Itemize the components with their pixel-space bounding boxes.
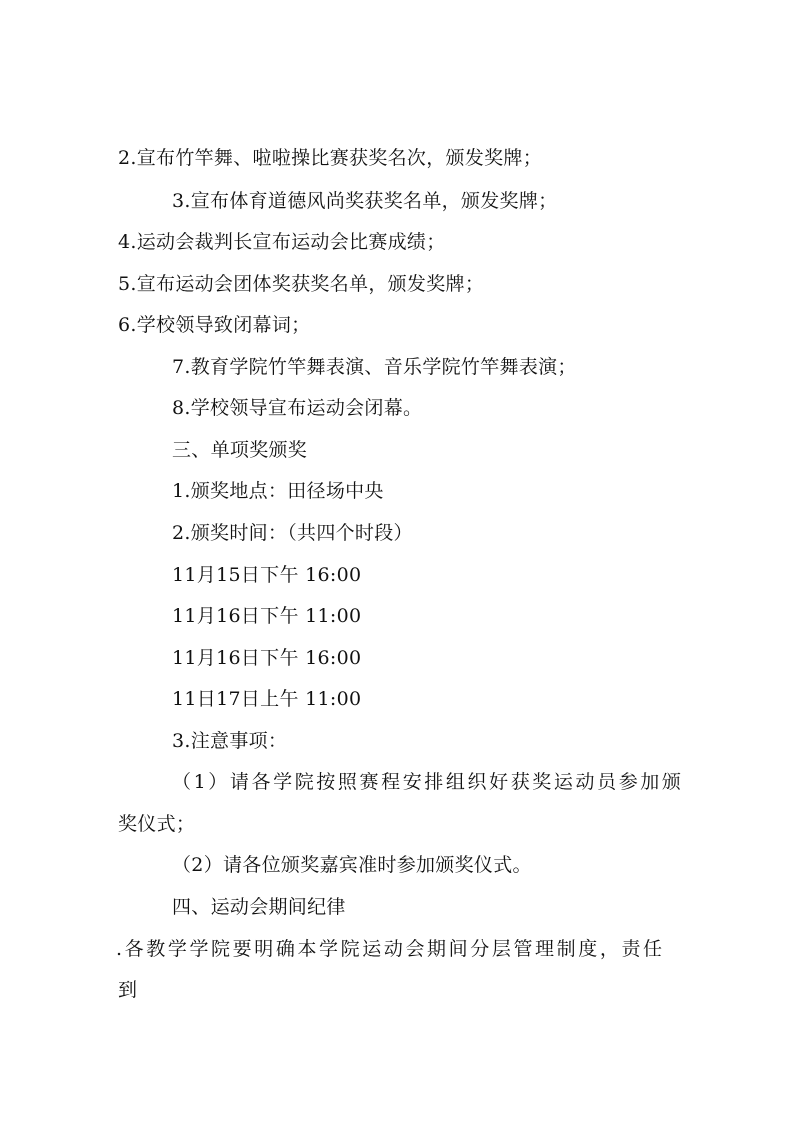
notes-heading: 3.注意事项：	[172, 730, 288, 752]
award-item-8: 8.学校领导宣布运动会闭幕。	[172, 397, 423, 419]
time-slot: 11月16日下午 11:00	[172, 605, 362, 627]
note-item-1-continued: 奖仪式；	[118, 813, 196, 835]
time-slot: 11月15日下午 16:00	[172, 564, 362, 586]
award-item-7: 7.教育学院竹竿舞表演、音乐学院竹竿舞表演；	[172, 356, 577, 378]
award-item-3: 3.宣布体育道德风尚奖获奖名单，颁发奖牌；	[172, 190, 558, 212]
award-item-6: 6.学校领导致闭幕词；	[118, 314, 311, 336]
note-item-2: （2）请各位颁奖嘉宾准时参加颁奖仪式。	[172, 854, 532, 876]
time-slot: 11日17日上午 11:00	[172, 688, 362, 710]
award-item-2: 2.宣布竹竿舞、啦啦操比赛获奖名次，颁发奖牌；	[118, 147, 543, 169]
award-item-4: 4.运动会裁判长宣布运动会比赛成绩；	[118, 231, 446, 253]
time-slot: 11月16日下午 16:00	[172, 647, 362, 669]
award-item-5: 5.宣布运动会团体奖获奖名单，颁发奖牌；	[118, 273, 485, 295]
discipline-paragraph-continued: 到	[118, 979, 138, 1001]
ceremony-location: 1.颁奖地点：田径场中央	[172, 480, 384, 502]
section-heading-individual-awards: 三、单项奖颁奖	[172, 439, 308, 461]
note-item-1: （1）请各学院按照赛程安排组织好获奖运动员参加颁	[172, 771, 684, 793]
ceremony-time-heading: 2.颁奖时间：（共四个时段）	[172, 522, 413, 544]
discipline-paragraph: .各教学学院要明确本学院运动会期间分层管理制度，责任	[116, 938, 665, 960]
section-heading-discipline: 四、运动会期间纪律	[172, 896, 346, 918]
